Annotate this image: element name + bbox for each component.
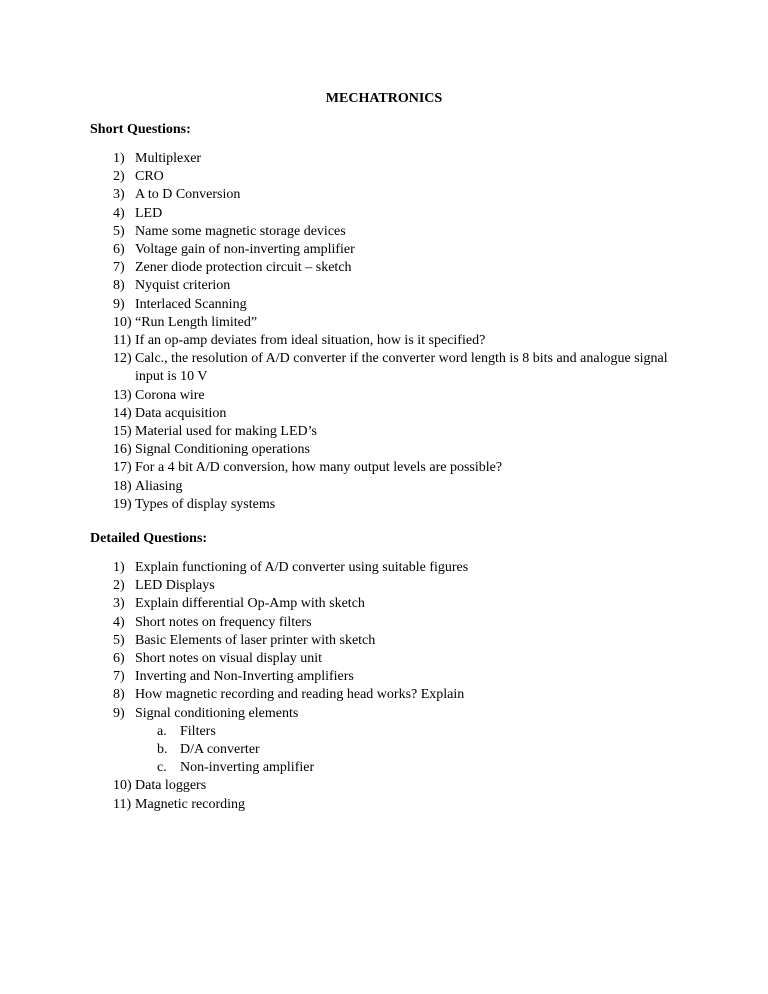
list-item [113, 205, 673, 223]
page-title: MECHATRONICS [325, 91, 443, 106]
item-number: 3) [113, 596, 125, 612]
item-text: Calc., the resolution of A/D converter if the converter word length is 8 bits and analogue signal input is 10 V [135, 351, 668, 385]
list-item [113, 614, 673, 632]
item-text: Explain functioning of A/D converter using suitable figures [135, 560, 469, 575]
item-number: 16) [113, 442, 132, 458]
list-item [113, 168, 673, 186]
item-number: 8) [113, 278, 125, 294]
item-number: 12) [113, 351, 132, 367]
item-text: Magnetic recording [135, 796, 246, 812]
list-item [113, 241, 673, 259]
list-item [113, 686, 673, 704]
sub-list-item [113, 759, 673, 777]
list-item [113, 595, 673, 613]
item-text: Basic Elements of laser printer with sketch [135, 632, 376, 648]
item-text: Name some magnetic storage devices [135, 223, 346, 239]
list-item [113, 478, 673, 496]
list-item [113, 314, 673, 332]
list-item [113, 350, 673, 386]
item-text: A to D Conversion [135, 187, 241, 203]
item-text: Short notes on frequency filters [135, 614, 312, 630]
sub-list-item [113, 741, 673, 759]
detailed-questions-heading: Detailed Questions: [90, 531, 208, 546]
item-number: 2) [113, 578, 125, 594]
item-text: LED [135, 205, 163, 221]
list-item [113, 441, 673, 459]
item-number: 18) [113, 478, 132, 494]
list-item [113, 668, 673, 686]
list-item [113, 186, 673, 204]
item-number: 7) [113, 669, 125, 685]
list-item [113, 705, 673, 778]
sub-item-text: D/A converter [180, 742, 260, 758]
list-item [113, 387, 673, 405]
item-number: 4) [113, 614, 125, 630]
list-item [113, 559, 673, 577]
list-item [113, 459, 673, 477]
item-text: Nyquist criterion [135, 278, 231, 294]
item-number: 11) [113, 333, 132, 349]
item-number: 19) [113, 496, 132, 512]
list-item [113, 496, 673, 514]
item-text: Multiplexer [135, 151, 202, 166]
list-item [113, 150, 673, 168]
list-item [113, 223, 673, 241]
short-questions-list [113, 150, 673, 514]
item-number: 1) [113, 151, 125, 166]
item-number: 5) [113, 223, 125, 239]
item-text: Signal conditioning elements [135, 705, 299, 721]
short-questions-heading: Short Questions: [90, 122, 191, 137]
sub-item-text: Filters [180, 723, 216, 739]
list-item [113, 277, 673, 295]
list-item [113, 296, 673, 314]
item-number: 14) [113, 405, 132, 421]
item-number: 4) [113, 205, 125, 221]
item-text: Short notes on visual display unit [135, 651, 323, 667]
item-text: For a 4 bit A/D conversion, how many output levels are possible? [135, 460, 503, 476]
list-item [113, 423, 673, 441]
list-item [113, 796, 673, 814]
item-number: 3) [113, 187, 125, 203]
item-number: 2) [113, 169, 125, 185]
list-item [113, 577, 673, 595]
item-number: 6) [113, 651, 125, 667]
item-number: 9) [113, 705, 125, 721]
item-number: 17) [113, 460, 132, 476]
sub-list-item [113, 723, 673, 741]
sub-item-text: Non-inverting amplifier [180, 760, 315, 776]
item-text: LED Displays [135, 578, 215, 594]
item-number: 15) [113, 424, 132, 440]
sub-item-letter: a. [157, 723, 167, 739]
list-item [113, 650, 673, 668]
item-text: Material used for making LED’s [135, 424, 317, 440]
item-text: Zener diode protection circuit – sketch [135, 260, 352, 276]
item-text: Signal Conditioning operations [135, 442, 310, 458]
item-text: Aliasing [135, 478, 183, 494]
item-text: Corona wire [135, 387, 205, 403]
item-text: “Run Length limited” [135, 314, 258, 330]
list-item [113, 405, 673, 423]
detailed-questions-list [113, 559, 673, 814]
item-text: Explain differential Op-Amp with sketch [135, 596, 365, 612]
item-number: 1) [113, 560, 125, 575]
item-number: 5) [113, 632, 125, 648]
list-item [113, 332, 673, 350]
item-number: 13) [113, 387, 132, 403]
item-text: How magnetic recording and reading head works? Explain [135, 687, 465, 703]
item-text: Data acquisition [135, 405, 227, 421]
item-number: 6) [113, 242, 125, 258]
item-text: Types of display systems [135, 496, 276, 512]
item-number: 11) [113, 796, 132, 812]
sub-item-letter: b. [157, 742, 168, 758]
list-item [113, 259, 673, 277]
item-number: 8) [113, 687, 125, 703]
item-number: 10) [113, 314, 132, 330]
item-text: Data loggers [135, 778, 207, 794]
sub-item-letter: c. [157, 760, 167, 776]
item-number: 7) [113, 260, 125, 276]
item-number: 10) [113, 778, 132, 794]
sub-list [113, 723, 673, 778]
list-item [113, 777, 673, 795]
item-number: 9) [113, 296, 125, 312]
item-text: Voltage gain of non-inverting amplifier [135, 242, 355, 258]
list-item [113, 632, 673, 650]
item-text: Inverting and Non-Inverting amplifiers [135, 669, 354, 685]
item-text: CRO [135, 169, 164, 185]
item-text: Interlaced Scanning [135, 296, 247, 312]
item-text: If an op-amp deviates from ideal situation, how is it specified? [135, 333, 486, 349]
